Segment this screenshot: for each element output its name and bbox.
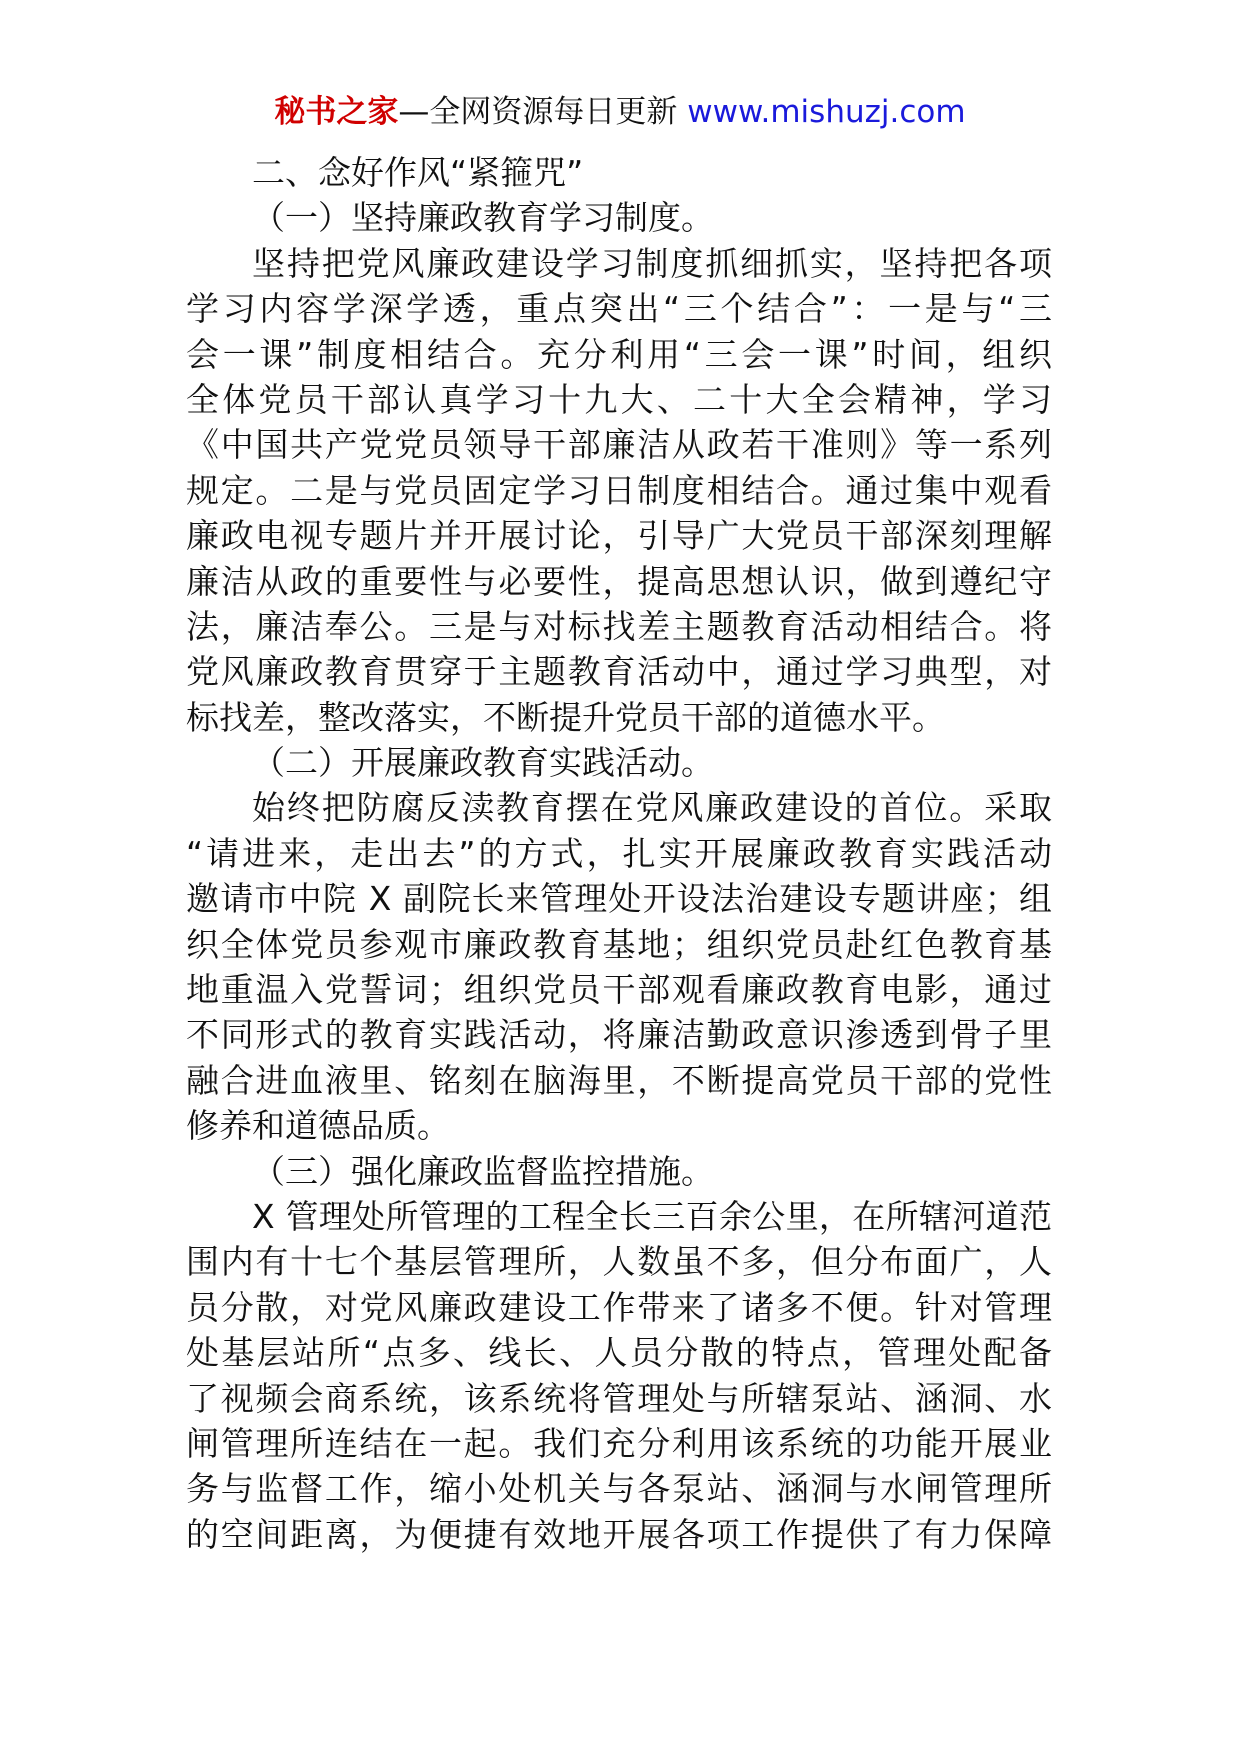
text-line: 全体党员干部认真学习十九大、二十大全会精神，学习 — [186, 379, 1052, 419]
text-line: 处基层站所“点多、线长、人员分散的特点，管理处配备 — [186, 1333, 1052, 1373]
text-line: 不同形式的教育实践活动，将廉洁勤政意识渗透到骨子里 — [186, 1015, 1052, 1055]
text-line: X 管理处所管理的工程全长三百余公里，在所辖河道范 — [252, 1196, 1052, 1236]
site-url[interactable]: www.mishuzj.com — [687, 94, 966, 130]
text-line: 闸管理所连结在一起。我们充分利用该系统的功能开展业 — [186, 1423, 1052, 1463]
text-line: 的空间距离，为便捷有效地开展各项工作提供了有力保障 — [186, 1514, 1052, 1554]
text-line: 会一课”制度相结合。充分利用“三会一课”时间，组织 — [186, 334, 1052, 374]
text-line: 二、念好作风“紧箍咒” — [252, 153, 584, 192]
text-line: 法，廉洁奉公。三是与对标找差主题教育活动相结合。将 — [186, 606, 1052, 646]
site-header — [0, 92, 1240, 132]
text-line: 学习内容学深学透，重点突出“三个结合”：一是与“三 — [186, 289, 1052, 329]
text-line: 围内有十七个基层管理所，人数虽不多，但分布面广，人 — [186, 1242, 1052, 1282]
text-line: （三）强化廉政监督监控措施。 — [252, 1151, 714, 1191]
text-line: 了视频会商系统，该系统将管理处与所辖泵站、涵洞、水 — [186, 1378, 1052, 1418]
text-line: 地重温入党誓词；组织党员干部观看廉政教育电影，通过 — [186, 970, 1052, 1010]
text-line: 党风廉政教育贯穿于主题教育活动中，通过学习典型，对 — [186, 652, 1052, 692]
text-line: 务与监督工作，缩小处机关与各泵站、涵洞与水闸管理所 — [186, 1469, 1052, 1509]
text-line: 员分散，对党风廉政建设工作带来了诸多不便。针对管理 — [186, 1287, 1052, 1327]
text-line: 廉政电视专题片并开展讨论，引导广大党员干部深刻理解 — [186, 516, 1052, 556]
site-slogan: —全网资源每日更新 — [398, 94, 688, 130]
document-body — [186, 150, 1052, 1557]
text-line: 修养和道德品质。 — [186, 1106, 450, 1146]
text-line: 坚持把党风廉政建设学习制度抓细抓实，坚持把各项 — [252, 243, 1052, 283]
text-line: 邀请市中院 X 副院长来管理处开设法治建设专题讲座；组 — [186, 879, 1052, 919]
text-line: 《中国共产党党员领导干部廉洁从政若干准则》等一系列 — [186, 425, 1052, 465]
text-line: 始终把防腐反渎教育摆在党风廉政建设的首位。采取 — [252, 788, 1052, 828]
text-line: （一）坚持廉政教育学习制度。 — [252, 198, 714, 238]
site-brand: 秘书之家 — [274, 94, 399, 130]
text-line: 标找差，整改落实，不断提升党员干部的道德水平。 — [186, 697, 945, 737]
text-line: 规定。二是与党员固定学习日制度相结合。通过集中观看 — [186, 470, 1052, 510]
text-line: 融合进血液里、铭刻在脑海里，不断提高党员干部的党性 — [186, 1060, 1052, 1100]
text-line: 织全体党员参观市廉政教育基地；组织党员赴红色教育基 — [186, 924, 1052, 964]
text-line: “请进来，走出去”的方式，扎实开展廉政教育实践活动 — [186, 833, 1052, 873]
text-line: 廉洁从政的重要性与必要性，提高思想认识，做到遵纪守 — [186, 561, 1052, 601]
text-line: （二）开展廉政教育实践活动。 — [252, 743, 714, 783]
